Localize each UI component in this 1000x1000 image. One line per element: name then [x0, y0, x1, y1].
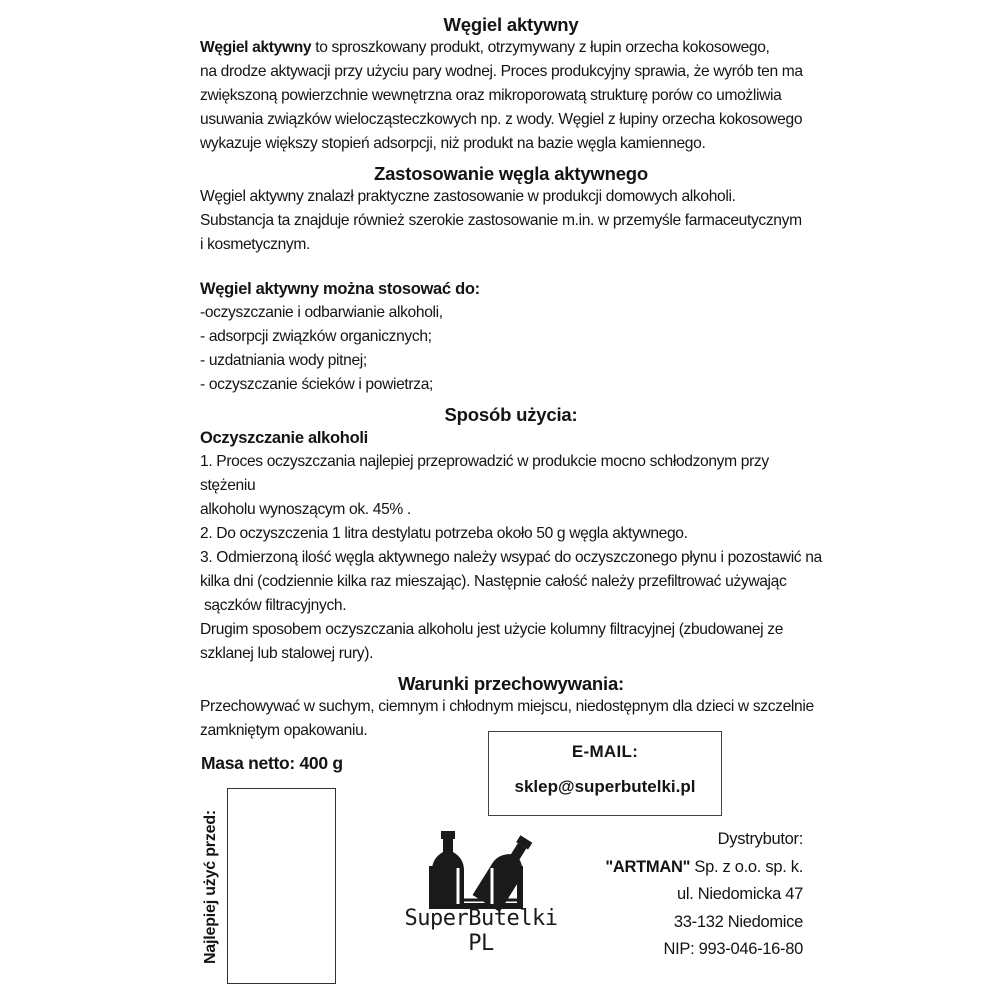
- distributor-nip: NIP: 993-046-16-80: [663, 940, 803, 958]
- distributor-street: ul. Niedomicka 47: [676, 885, 803, 903]
- usage-line: sączków filtracyjnych.: [200, 597, 347, 614]
- intro-lead-bold: Węgiel aktywny: [200, 39, 312, 56]
- email-box: [488, 731, 722, 816]
- usage-instructions: [200, 450, 822, 666]
- email-link[interactable]: sklep@superbutelki.pl: [514, 777, 696, 796]
- application-line: i kosmetycznym.: [200, 236, 310, 253]
- list-item: - oczyszczanie ścieków i powietrza;: [200, 376, 434, 393]
- application-line: Substancja ta znajduje również szerokie zastosowanie m.in. w przemyśle farmaceutycznym: [200, 212, 802, 229]
- usage-line: 2. Do oczyszczenia 1 litra destylatu potrzeba około 50 g węgla aktywnego.: [200, 525, 688, 542]
- net-weight: Masa netto: 400 g: [201, 753, 343, 773]
- intro-line: Węgiel aktywny to sproszkowany produkt, otrzymywany z łupin orzecha kokosowego,: [200, 39, 770, 56]
- intro-line: wykazuje większy stopień adsorpcji, niż produkt na bazie węgla kamiennego.: [200, 135, 706, 152]
- application-paragraph: [200, 185, 822, 257]
- storage-line: Przechowywać w suchym, ciemnym i chłodnym miejscu, niedostępnym dla dzieci w szczelnie: [200, 698, 814, 715]
- uses-heading: Węgiel aktywny można stosować do:: [200, 280, 480, 298]
- list-item: -oczyszczanie i odbarwianie alkoholi,: [200, 304, 443, 321]
- best-before-box: [227, 788, 336, 984]
- distributor-city: 33-132 Niedomice: [673, 912, 803, 931]
- intro-line: usuwania związków wielocząsteczkowych np. z wody. Węgiel z łupiny orzecha kokosowego: [200, 111, 803, 128]
- best-before-label: Najlepiej użyć przed:: [202, 809, 219, 965]
- usage-line: kilka dni (codziennie kilka raz mieszając). Następnie całość należy przefiltrować używając: [200, 573, 787, 590]
- intro-line: na drodze aktywacji przy użyciu pary wodnej. Proces produkcyjny sprawia, że wyrób ten ma: [200, 63, 803, 80]
- usage-line: 3. Odmierzoną ilość węgla aktywnego należy wsypać do oczyszczonego płynu i pozostawić na: [200, 549, 822, 566]
- usage-line: szklanej lub stalowej rury).: [200, 645, 374, 662]
- distributor-label: Dystrybutor:: [717, 830, 803, 848]
- storage-heading: Warunki przechowywania:: [397, 673, 624, 694]
- right-bottle-icon: [473, 831, 540, 912]
- usage-heading: Sposób użycia:: [444, 404, 578, 425]
- list-item: - uzdatniania wody pitnej;: [200, 352, 367, 369]
- application-line: Węgiel aktywny znalazł praktyczne zastosowanie w produkcji domowych alkoholi.: [200, 188, 736, 205]
- usage-line: alkoholu wynoszącym ok. 45% .: [200, 501, 411, 518]
- brand-logo-text: SuperButelki PL: [404, 906, 558, 956]
- email-label: E-MAIL:: [571, 742, 639, 761]
- application-heading: Zastosowanie węgla aktywnego: [373, 163, 649, 184]
- usage-line: Drugim sposobem oczyszczania alkoholu jest użycie kolumny filtracyjnej (zbudowanej ze: [200, 621, 784, 638]
- storage-line: zamkniętym opakowaniu.: [200, 722, 368, 739]
- intro-paragraph: [200, 36, 822, 156]
- product-label: [200, 14, 822, 743]
- distributor-block: [560, 826, 803, 964]
- intro-heading: Węgiel aktywny: [443, 14, 579, 35]
- uses-list: [200, 301, 822, 397]
- list-item: - adsorpcji związków organicznych;: [200, 328, 432, 345]
- distributor-company: "ARTMAN" Sp. z o.o. sp. k.: [605, 857, 803, 876]
- usage-line: 1. Proces oczyszczania najlepiej przeprowadzić w produkcie mocno schłodzonym przy stężeniu: [200, 453, 769, 494]
- usage-subheading: Oczyszczanie alkoholi: [200, 429, 368, 447]
- intro-line: zwiększoną powierzchnie wewnętrzna oraz mikroporowatą strukturę porów co umożliwia: [200, 87, 782, 104]
